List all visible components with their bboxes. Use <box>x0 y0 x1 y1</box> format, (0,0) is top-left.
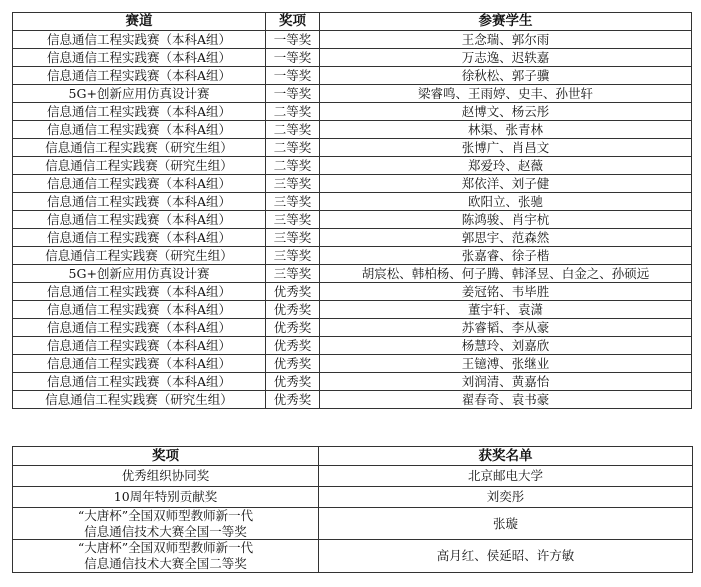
students-cell: 林渠、张青林 <box>320 121 692 139</box>
table-row <box>13 337 692 355</box>
award-name-cell <box>13 487 319 508</box>
award-cell: 优秀奖 <box>266 373 320 391</box>
track-cell: 信息通信工程实践赛（本科A组） <box>13 31 266 49</box>
students-cell: 杨慧玲、刘嘉欣 <box>320 337 692 355</box>
table-row <box>13 391 692 409</box>
header-winners: 获奖名单 <box>319 447 693 466</box>
header-award: 奖项 <box>266 13 320 31</box>
track-cell: 信息通信工程实践赛（本科A组） <box>13 175 266 193</box>
award-cell: 二等奖 <box>266 157 320 175</box>
award-cell: 三等奖 <box>266 175 320 193</box>
table-row <box>13 265 692 283</box>
track-cell: 信息通信工程实践赛（研究生组） <box>13 157 266 175</box>
header-students: 参赛学生 <box>320 13 692 31</box>
students-cell: 陈鸿骏、肖宇杭 <box>320 211 692 229</box>
award-cell: 优秀奖 <box>266 337 320 355</box>
award-name-line: “大唐杯”全国双师型教师新一代 <box>77 508 254 523</box>
students-cell: 张嘉睿、徐子楷 <box>320 247 692 265</box>
table-row <box>13 49 692 67</box>
table-row <box>13 487 693 508</box>
students-cell: 郑依洋、刘子健 <box>320 175 692 193</box>
students-cell: 苏睿韬、李从豪 <box>320 319 692 337</box>
students-cell: 郭思宇、范森然 <box>320 229 692 247</box>
table-row <box>13 211 692 229</box>
students-cell: 翟春奇、袁书豪 <box>320 391 692 409</box>
award-cell: 优秀奖 <box>266 301 320 319</box>
students-cell: 张博广、肖昌文 <box>320 139 692 157</box>
table-row <box>13 193 692 211</box>
table-row <box>13 466 693 487</box>
winner-cell: 刘奕彤 <box>319 487 693 508</box>
track-cell: 信息通信工程实践赛（本科A组） <box>13 301 266 319</box>
award-cell: 三等奖 <box>266 247 320 265</box>
table-row <box>13 157 692 175</box>
award-cell: 一等奖 <box>266 67 320 85</box>
track-cell: 信息通信工程实践赛（本科A组） <box>13 355 266 373</box>
award-cell: 优秀奖 <box>266 283 320 301</box>
track-cell: 信息通信工程实践赛（研究生组） <box>13 247 266 265</box>
award-cell: 优秀奖 <box>266 319 320 337</box>
students-cell: 万志逸、迟轶嘉 <box>320 49 692 67</box>
award-cell: 优秀奖 <box>266 355 320 373</box>
award-name-line: 信息通信技术大赛全国一等奖 <box>84 523 247 539</box>
students-cell: 欧阳立、张驰 <box>320 193 692 211</box>
track-cell: 信息通信工程实践赛（本科A组） <box>13 229 266 247</box>
table-row <box>13 319 692 337</box>
students-cell: 刘润清、黄嘉怡 <box>320 373 692 391</box>
track-cell: 信息通信工程实践赛（本科A组） <box>13 337 266 355</box>
table-row <box>13 103 692 121</box>
award-cell: 三等奖 <box>266 229 320 247</box>
award-cell: 一等奖 <box>266 85 320 103</box>
students-cell: 王镱溥、张继业 <box>320 355 692 373</box>
award-table-students <box>12 12 692 409</box>
track-cell: 信息通信工程实践赛（研究生组） <box>13 139 266 157</box>
award-name-cell <box>13 508 319 540</box>
award-cell: 优秀奖 <box>266 391 320 409</box>
award-cell: 三等奖 <box>266 193 320 211</box>
students-cell: 梁睿鸣、王雨婷、史丰、孙世轩 <box>320 85 692 103</box>
table-body <box>13 31 692 409</box>
students-cell: 徐秋松、郭子骥 <box>320 67 692 85</box>
track-cell: 5G+创新应用仿真设计赛 <box>13 265 266 283</box>
table-row <box>13 247 692 265</box>
students-cell: 姜冠铭、韦毕胜 <box>320 283 692 301</box>
students-cell: 胡宸松、韩柏杨、何子腾、韩泽昱、白金之、孙硕远 <box>320 265 692 283</box>
students-cell: 郑爱玲、赵薇 <box>320 157 692 175</box>
award-cell: 二等奖 <box>266 121 320 139</box>
table-row <box>13 67 692 85</box>
award-name-line: “大唐杯”全国双师型教师新一代 <box>77 540 254 556</box>
track-cell: 信息通信工程实践赛（本科A组） <box>13 211 266 229</box>
award-name-cell <box>13 466 319 487</box>
award-cell: 二等奖 <box>266 139 320 157</box>
table-row <box>13 139 692 157</box>
table-header-row <box>13 13 692 31</box>
track-cell: 信息通信工程实践赛（本科A组） <box>13 67 266 85</box>
table-body <box>13 466 693 573</box>
table-row <box>13 85 692 103</box>
table-row <box>13 31 692 49</box>
table-row <box>13 540 693 572</box>
table-row <box>13 301 692 319</box>
award-name-line: 信息通信技术大赛全国二等奖 <box>84 555 247 571</box>
track-cell: 信息通信工程实践赛（本科A组） <box>13 319 266 337</box>
award-cell: 三等奖 <box>266 211 320 229</box>
table-row <box>13 355 692 373</box>
track-cell: 信息通信工程实践赛（本科A组） <box>13 193 266 211</box>
winner-cell: 高月红、侯延昭、许方敏 <box>319 540 693 572</box>
winner-cell: 张璇 <box>319 508 693 540</box>
track-cell: 信息通信工程实践赛（本科A组） <box>13 373 266 391</box>
header-track: 赛道 <box>13 13 266 31</box>
table-row <box>13 373 692 391</box>
award-name-line: 优秀组织协同奖 <box>121 468 210 484</box>
track-cell: 信息通信工程实践赛（本科A组） <box>13 283 266 301</box>
award-table-special <box>12 446 693 573</box>
award-cell: 二等奖 <box>266 103 320 121</box>
header-award: 奖项 <box>13 447 319 466</box>
table-row <box>13 508 693 540</box>
award-name-cell <box>13 540 319 572</box>
track-cell: 信息通信工程实践赛（本科A组） <box>13 121 266 139</box>
table-row <box>13 121 692 139</box>
award-cell: 一等奖 <box>266 31 320 49</box>
students-cell: 董宇轩、袁潇 <box>320 301 692 319</box>
award-cell: 一等奖 <box>266 49 320 67</box>
winner-cell: 北京邮电大学 <box>319 466 693 487</box>
table-row <box>13 283 692 301</box>
table-row <box>13 175 692 193</box>
track-cell: 信息通信工程实践赛（研究生组） <box>13 391 266 409</box>
table-header-row <box>13 447 693 466</box>
track-cell: 5G+创新应用仿真设计赛 <box>13 85 266 103</box>
students-cell: 王念瑞、郭尔雨 <box>320 31 692 49</box>
students-cell: 赵博文、杨云彤 <box>320 103 692 121</box>
track-cell: 信息通信工程实践赛（本科A组） <box>13 49 266 67</box>
track-cell: 信息通信工程实践赛（本科A组） <box>13 103 266 121</box>
award-cell: 三等奖 <box>266 265 320 283</box>
award-name-line: 10周年特别贡献奖 <box>113 489 218 505</box>
table-row <box>13 229 692 247</box>
